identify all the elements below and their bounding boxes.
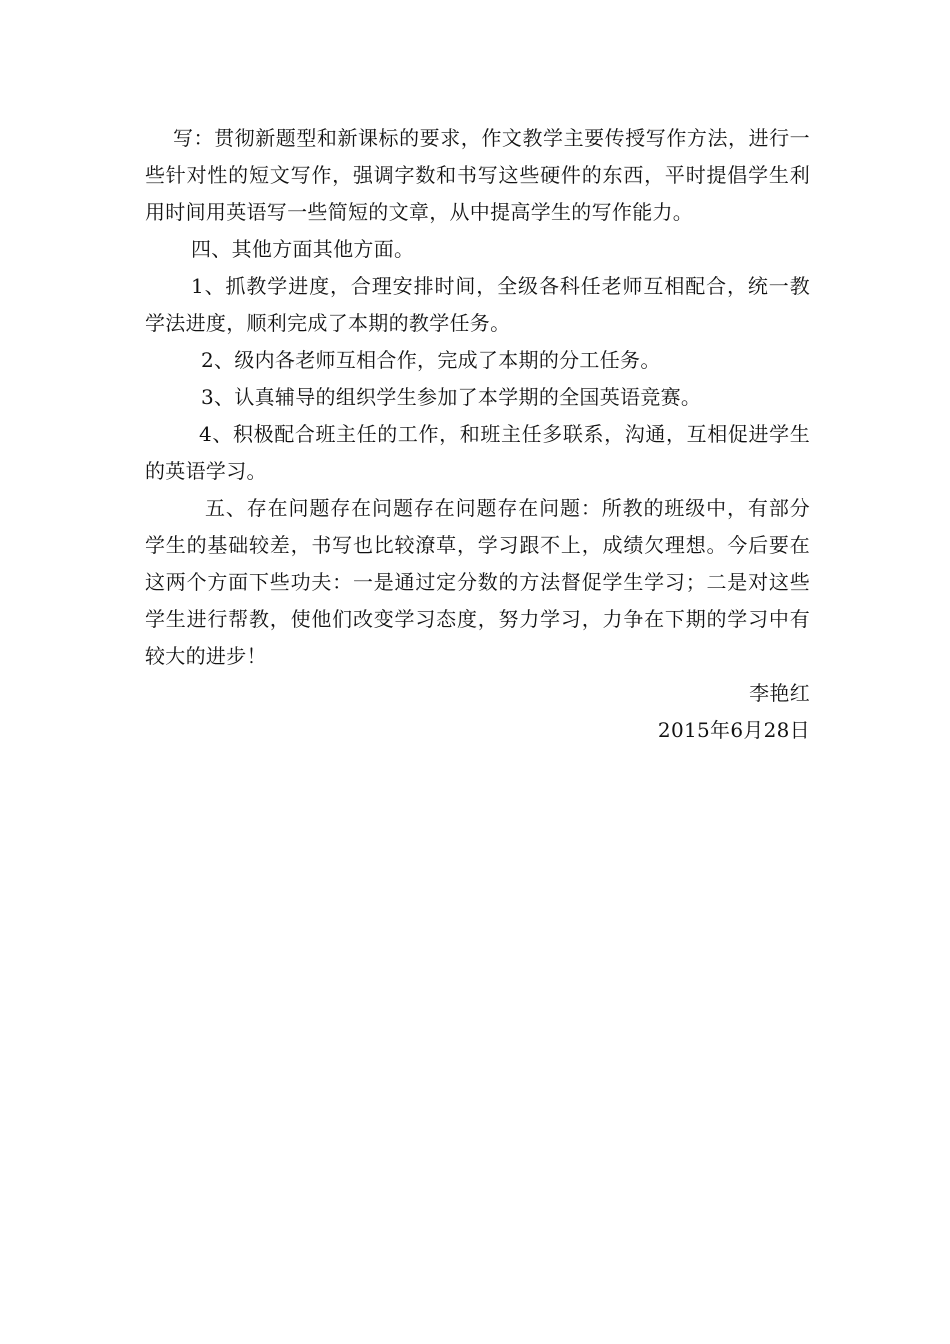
signature: 李艳红 <box>749 681 810 705</box>
heading-problems: 五、存在问题存在问题存在问题存在问题：所教的班级中，有部分学生的基础较差，书写也比较潦草，学习跟不上，成绩欠理想。今后要在这两个方面下些功夫：一是通过定分数的方法督促学生学习；二是对这些学生进行帮教，使他们改变学习态度，努力学习，力争在下期的学习中有较大的进步！ <box>145 496 810 668</box>
paragraph-writing: 写：贯彻新题型和新课标的要求，作文教学主要传授写作方法，进行一些针对性的短文写作，强调字数和书写这些硬件的东西，平时提倡学生利用时间用英语写一些简短的文章，从中提高学生的写作能力。 <box>145 126 810 224</box>
list-item-2: 2、级内各老师互相合作，完成了本期的分工任务。 <box>201 348 661 372</box>
date: 2015年6月28日 <box>657 718 810 742</box>
document-body <box>145 120 810 749</box>
list-item-3: 3、认真辅导的组织学生参加了本学期的全国英语竞赛。 <box>201 385 702 409</box>
heading-other-aspects: 四、其他方面其他方面。 <box>191 237 415 261</box>
list-item-1: 1、抓教学进度，合理安排时间，全级各科任老师互相配合，统一教学法进度，顺利完成了本期的教学任务。 <box>145 274 810 335</box>
list-item-4: 4、积极配合班主任的工作，和班主任多联系，沟通，互相促进学生的英语学习。 <box>145 422 810 483</box>
